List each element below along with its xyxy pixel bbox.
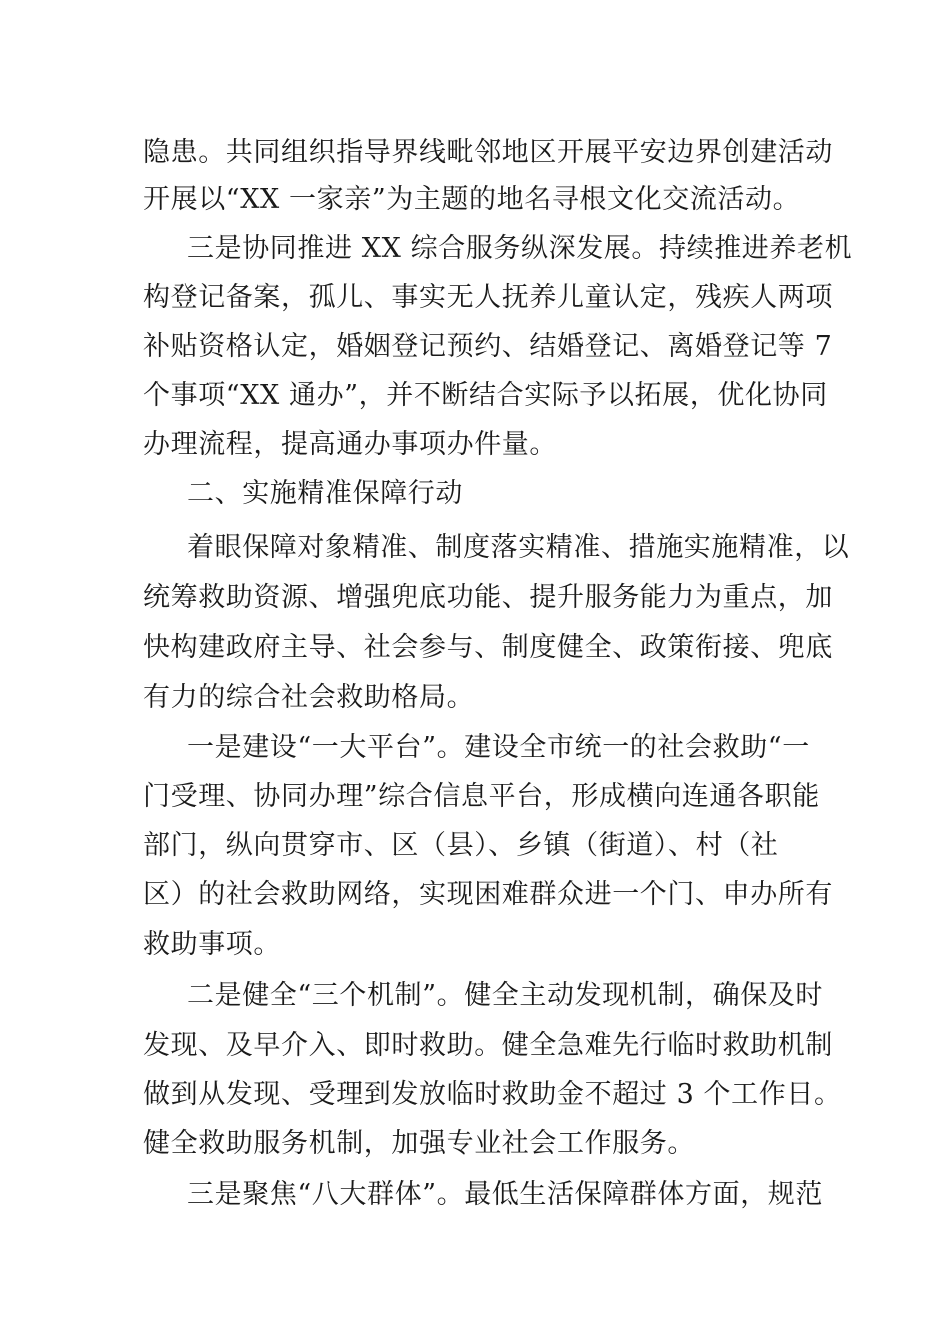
text-line: 健全救助服务机制，加强专业社会工作服务。 [143, 1128, 695, 1159]
text-line: 部门，纵向贯穿市、区（县）、乡镇（街道）、村（社 [143, 830, 779, 861]
text-line: 补贴资格认定，婚姻登记预约、结婚登记、离婚登记等 7 [143, 331, 833, 362]
text-line: 统筹救助资源、增强兜底功能、提升服务能力为重点，加 [143, 582, 833, 613]
text-line: 救助事项。 [143, 929, 281, 960]
paragraph-first-line: 三是聚焦“八大群体”。最低生活保障群体方面，规范 [187, 1179, 824, 1210]
paragraph-first-line: 二是健全“三个机制”。健全主动发现机制，确保及时 [187, 980, 824, 1011]
section-heading: 二、实施精准保障行动 [187, 478, 463, 509]
text-line: 隐患。共同组织指导界线毗邻地区开展平安边界创建活动 [143, 137, 833, 168]
paragraph-first-line: 着眼保障对象精准、制度落实精准、措施实施精准，以 [187, 532, 850, 563]
text-line: 办理流程，提高通办事项办件量。 [143, 429, 557, 460]
paragraph-first-line: 三是协同推进 XX 综合服务纵深发展。持续推进养老机 [187, 233, 853, 264]
text-line: 开展以“XX 一家亲”为主题的地名寻根文化交流活动。 [143, 184, 801, 215]
text-line: 快构建政府主导、社会参与、制度健全、政策衔接、兜底 [143, 632, 833, 663]
text-line: 门受理、协同办理”综合信息平台，形成横向连通各职能 [143, 781, 820, 812]
text-line: 构登记备案，孤儿、事实无人抚养儿童认定，残疾人两项 [143, 282, 833, 313]
text-line: 个事项“XX 通办”，并不断结合实际予以拓展，优化协同 [143, 380, 828, 411]
text-line: 发现、及早介入、即时救助。健全急难先行临时救助机制 [143, 1030, 833, 1061]
text-line: 有力的综合社会救助格局。 [143, 682, 475, 713]
paragraph-first-line: 一是建设“一大平台”。建设全市统一的社会救助“一 [187, 732, 810, 763]
text-line: 做到从发现、受理到发放临时救助金不超过 3 个工作日。 [143, 1079, 842, 1110]
text-line: 区）的社会救助网络，实现困难群众进一个门、申办所有 [143, 879, 833, 910]
